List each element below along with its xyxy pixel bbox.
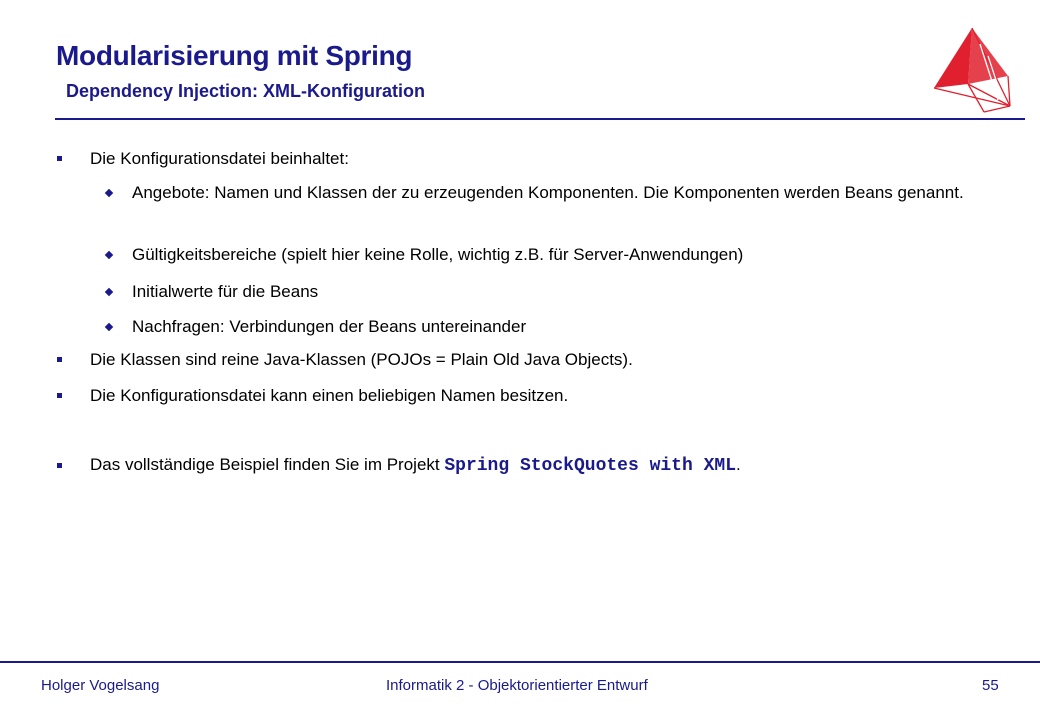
diamond-bullet-icon <box>105 189 113 197</box>
example-project-text: Das vollständige Beispiel finden Sie im Projekt <box>90 455 445 474</box>
square-bullet-icon <box>57 393 62 398</box>
bullet-config-contents: Die Konfigurationsdatei beinhaltet: <box>90 149 349 168</box>
square-bullet-icon <box>57 357 62 362</box>
slide-subtitle: Dependency Injection: XML-Konfiguration <box>66 81 425 101</box>
example-project-period: . <box>736 455 741 474</box>
footer-author: Holger Vogelsang <box>41 677 160 694</box>
footer-divider <box>0 661 1040 663</box>
slide-title: Modularisierung mit Spring <box>56 40 413 71</box>
diamond-bullet-icon <box>105 323 113 331</box>
sub-bullet-scopes: Gültigkeitsbereiche (spielt hier keine Rolle, wichtig z.B. für Server-Anwendungen) <box>132 245 744 264</box>
square-bullet-icon <box>57 156 62 161</box>
header-divider <box>55 118 1025 120</box>
square-bullet-icon <box>57 463 62 468</box>
footer-course: Informatik 2 - Objektorientierter Entwurf <box>386 677 648 694</box>
diamond-bullet-icon <box>105 288 113 296</box>
project-name-code: Spring StockQuotes with XML <box>444 456 736 476</box>
diamond-bullet-icon <box>105 251 113 259</box>
sub-bullet-initial-values: Initialwerte für die Beans <box>132 282 319 301</box>
sub-bullet-offers: Angebote: Namen und Klassen der zu erzeugenden Komponenten. Die Komponenten werden Beans genannt. <box>132 183 964 202</box>
bullet-config-filename: Die Konfigurationsdatei kann einen beliebigen Namen besitzen. <box>90 386 569 405</box>
bullet-pojo-classes: Die Klassen sind reine Java-Klassen (POJOs = Plain Old Java Objects). <box>90 350 633 369</box>
logo-icon <box>928 24 1020 116</box>
bullet-example-project <box>90 451 970 480</box>
sub-bullet-requests: Nachfragen: Verbindungen der Beans untereinander <box>132 317 527 336</box>
footer-page-number: 55 <box>982 677 999 694</box>
